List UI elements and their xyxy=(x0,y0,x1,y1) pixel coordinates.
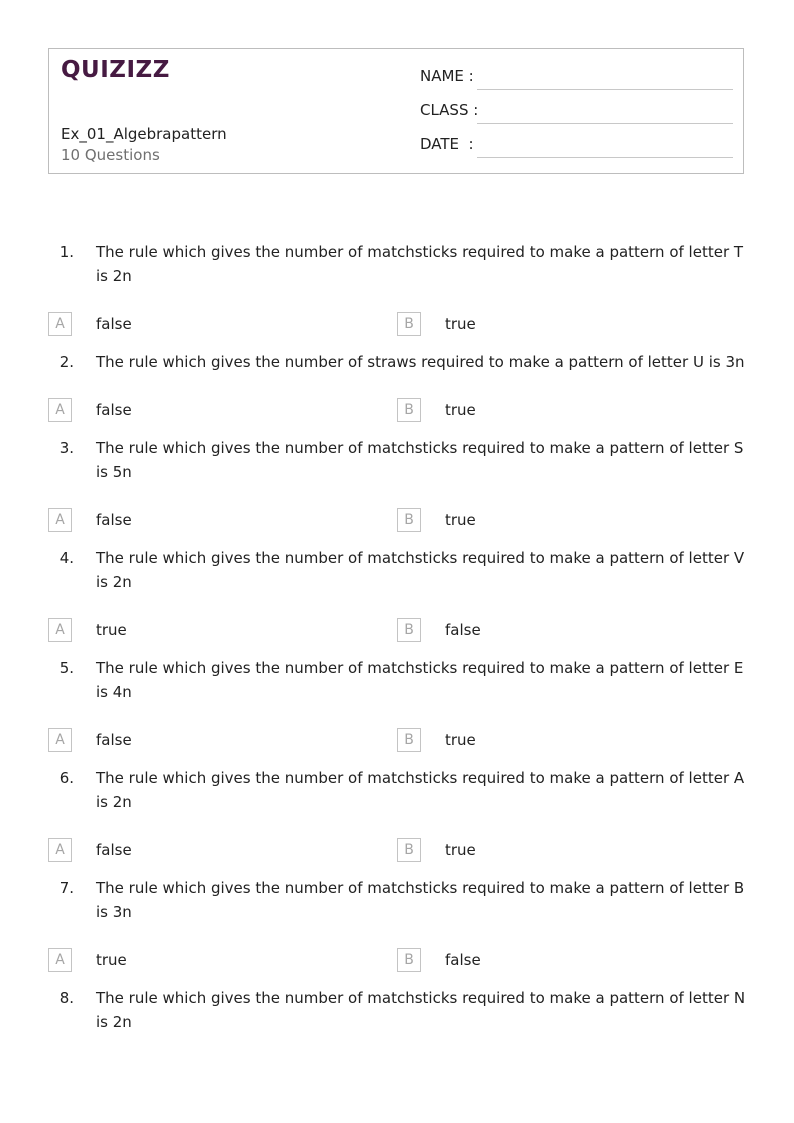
option-text: true xyxy=(445,315,476,333)
question-number: 3. xyxy=(59,439,74,457)
class-label: CLASS : xyxy=(420,101,479,119)
question-item xyxy=(48,546,748,642)
option-letter-box: A xyxy=(48,508,72,532)
option-a[interactable] xyxy=(48,728,132,752)
name-line[interactable] xyxy=(477,89,733,90)
question-text: The rule which gives the number of matchsticks required to make a pattern of letter N is 2n xyxy=(96,989,746,1031)
answer-options xyxy=(48,312,748,336)
question-count: 10 Questions xyxy=(61,146,160,164)
worksheet-title: Ex_01_Algebrapattern xyxy=(61,125,227,143)
option-letter-box: B xyxy=(397,508,421,532)
question-item xyxy=(48,350,748,422)
option-letter-box: B xyxy=(397,948,421,972)
option-text: true xyxy=(96,621,127,639)
option-letter-box: A xyxy=(48,838,72,862)
class-line[interactable] xyxy=(477,123,733,124)
question-list xyxy=(48,240,748,1048)
option-letter-box: B xyxy=(397,728,421,752)
name-label: NAME : xyxy=(420,67,474,85)
question-text: The rule which gives the number of matchsticks required to make a pattern of letter E is 4n xyxy=(96,659,744,701)
question-item xyxy=(48,656,748,752)
question-text: The rule which gives the number of matchsticks required to make a pattern of letter S is 5n xyxy=(96,439,744,481)
option-a[interactable] xyxy=(48,398,132,422)
question-item xyxy=(48,876,748,972)
option-a[interactable] xyxy=(48,948,127,972)
worksheet-header xyxy=(48,48,744,174)
option-text: false xyxy=(96,511,132,529)
class-field[interactable] xyxy=(420,101,733,125)
option-text: false xyxy=(96,315,132,333)
option-a[interactable] xyxy=(48,312,132,336)
question-number: 2. xyxy=(59,353,74,371)
question-number: 6. xyxy=(59,769,74,787)
option-letter-box: B xyxy=(397,312,421,336)
question-text: The rule which gives the number of matchsticks required to make a pattern of letter V is 2n xyxy=(96,549,745,591)
option-b[interactable] xyxy=(397,398,476,422)
answer-options xyxy=(48,508,748,532)
question-item xyxy=(48,986,748,1034)
question-item xyxy=(48,766,748,862)
option-text: false xyxy=(96,841,132,859)
question-number: 1. xyxy=(59,243,74,261)
question-item xyxy=(48,240,748,336)
answer-options xyxy=(48,618,748,642)
option-a[interactable] xyxy=(48,618,127,642)
option-text: true xyxy=(445,731,476,749)
option-text: true xyxy=(445,511,476,529)
question-number: 8. xyxy=(59,989,74,1007)
question-text: The rule which gives the number of matchsticks required to make a pattern of letter A is 2n xyxy=(96,769,745,811)
option-b[interactable] xyxy=(397,728,476,752)
option-text: true xyxy=(445,841,476,859)
option-b[interactable] xyxy=(397,312,476,336)
answer-options xyxy=(48,728,748,752)
option-letter-box: B xyxy=(397,838,421,862)
option-text: false xyxy=(96,731,132,749)
option-letter-box: B xyxy=(397,618,421,642)
option-b[interactable] xyxy=(397,618,481,642)
quizizz-logo: QUIZIZZ xyxy=(61,57,170,83)
option-letter-box: A xyxy=(48,618,72,642)
answer-options xyxy=(48,948,748,972)
date-line[interactable] xyxy=(477,157,733,158)
option-text: false xyxy=(96,401,132,419)
question-text: The rule which gives the number of matchsticks required to make a pattern of letter B is 3n xyxy=(96,879,745,921)
option-b[interactable] xyxy=(397,948,481,972)
date-label: DATE : xyxy=(420,135,474,153)
option-text: true xyxy=(96,951,127,969)
question-item xyxy=(48,436,748,532)
option-text: false xyxy=(445,621,481,639)
option-a[interactable] xyxy=(48,838,132,862)
question-number: 7. xyxy=(59,879,74,897)
option-letter-box: A xyxy=(48,948,72,972)
question-number: 5. xyxy=(59,659,74,677)
answer-options xyxy=(48,838,748,862)
option-text: true xyxy=(445,401,476,419)
option-b[interactable] xyxy=(397,838,476,862)
option-b[interactable] xyxy=(397,508,476,532)
option-letter-box: A xyxy=(48,312,72,336)
option-letter-box: B xyxy=(397,398,421,422)
answer-options xyxy=(48,398,748,422)
question-text: The rule which gives the number of matchsticks required to make a pattern of letter T is 2n xyxy=(96,243,744,285)
date-field[interactable] xyxy=(420,135,733,159)
option-text: false xyxy=(445,951,481,969)
name-field[interactable] xyxy=(420,67,733,91)
question-number: 4. xyxy=(59,549,74,567)
option-letter-box: A xyxy=(48,398,72,422)
question-text: The rule which gives the number of straws required to make a pattern of letter U is 3n xyxy=(96,353,745,371)
option-letter-box: A xyxy=(48,728,72,752)
option-a[interactable] xyxy=(48,508,132,532)
